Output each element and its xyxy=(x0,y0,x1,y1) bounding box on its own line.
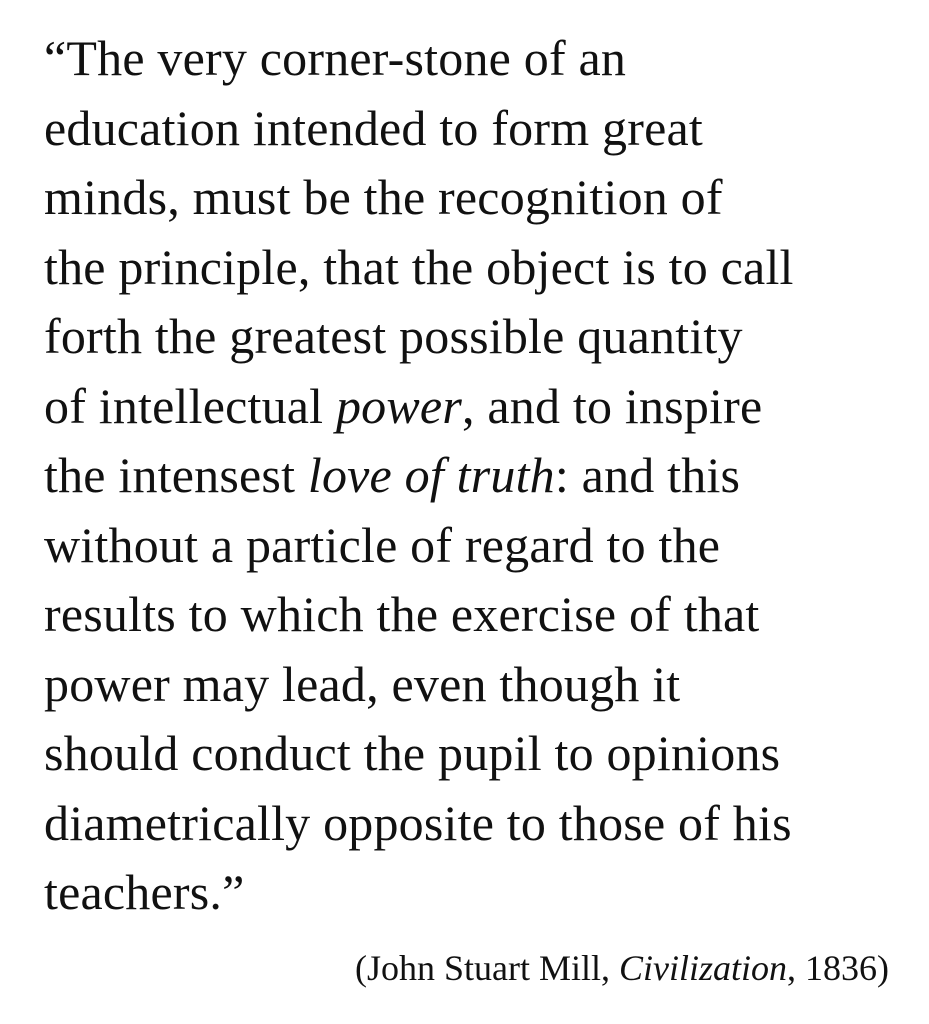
quote-line xyxy=(44,372,914,442)
quote-text-segment: : and this xyxy=(554,447,741,503)
quote-text-segment: , and to inspire xyxy=(461,377,763,434)
quote-line xyxy=(44,441,914,511)
quote-text xyxy=(44,24,914,928)
quote-line: teachers.” xyxy=(44,864,245,920)
quote-line: results to which the exercise of that xyxy=(44,586,760,642)
attribution-work-title: Civilization xyxy=(618,948,787,988)
quote-text-segment: of intellectual xyxy=(44,377,336,434)
quote-line: diametrically opposite to those of his xyxy=(44,794,792,851)
quote-line: education intended to form great xyxy=(44,99,703,156)
quote-line: minds, must be the recognition of xyxy=(44,169,723,225)
emphasis-power: power xyxy=(335,377,462,434)
quote-attribution xyxy=(355,946,889,990)
quote-line: the principle, that the object is to call xyxy=(44,238,794,295)
quote-line: without a particle of regard to the xyxy=(44,516,721,573)
quote-line: forth the greatest possible quantity xyxy=(44,308,743,364)
quote-text-segment: the intensest xyxy=(44,447,308,503)
quote-line: should conduct the pupil to opinions xyxy=(44,725,781,781)
emphasis-love-of-truth: love of truth xyxy=(307,447,555,503)
quote-line: “The very corner-stone of an xyxy=(44,30,627,86)
attribution-author: (John Stuart Mill, xyxy=(354,948,619,988)
attribution-year: , 1836) xyxy=(787,948,889,988)
quote-line: power may lead, even though it xyxy=(44,655,681,712)
